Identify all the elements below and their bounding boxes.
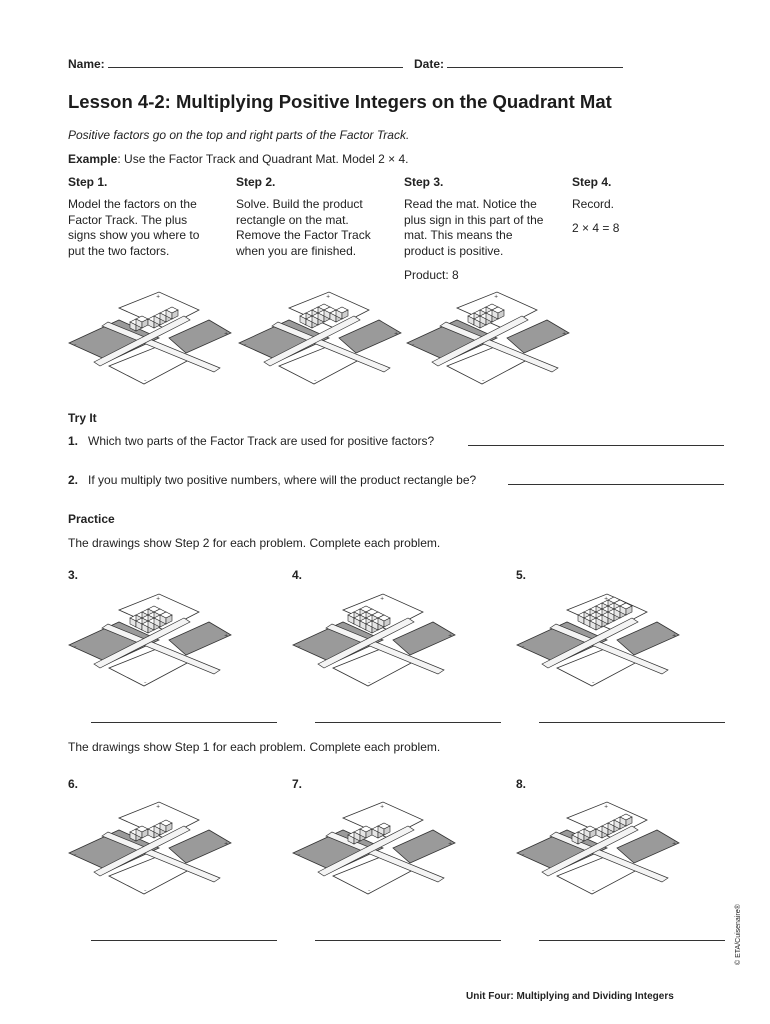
example-label: Example <box>68 152 118 166</box>
example-text <box>68 152 409 166</box>
question-2-text: If you multiply two positive numbers, where will the product rectangle be? <box>88 473 477 487</box>
problem-8-number: 8. <box>516 777 527 791</box>
step-1-text: Model the factors on the Factor Track. The plus signs show you where to put the two factors. <box>68 197 200 258</box>
name-line[interactable] <box>108 57 403 68</box>
page-footer: Unit Four: Multiplying and Dividing Integers <box>466 991 674 1002</box>
name-field[interactable] <box>68 57 403 71</box>
step-2-heading: Step 2. <box>236 175 276 189</box>
answer-line-7[interactable] <box>315 940 501 941</box>
date-line[interactable] <box>447 57 623 68</box>
question-1-number: 1. <box>68 434 79 448</box>
step-4-heading: Step 4. <box>572 175 612 189</box>
step-2-text: Solve. Build the product rectangle on the mat. Remove the Factor Track when you are finished. <box>236 197 371 258</box>
intro-text: Positive factors go on the top and right parts of the Factor Track. <box>68 128 410 142</box>
lesson-title: Lesson 4-2: Multiplying Positive Integers on the Quadrant Mat <box>68 91 612 112</box>
example-body: : Use the Factor Track and Quadrant Mat. Model 2 × 4. <box>117 152 409 166</box>
question-1-text: Which two parts of the Factor Track are used for positive factors? <box>88 434 435 448</box>
answer-line-6[interactable] <box>91 940 277 941</box>
question-1 <box>68 434 434 448</box>
answer-line-5[interactable] <box>539 722 725 723</box>
answer-line-3[interactable] <box>91 722 277 723</box>
problem-3-number: 3. <box>68 568 79 582</box>
question-2 <box>68 473 476 487</box>
problem-8-mat <box>512 798 682 898</box>
problem-4-mat <box>288 590 458 690</box>
problem-5-number: 5. <box>516 568 527 582</box>
answer-line-2[interactable] <box>508 484 724 485</box>
copyright-notice: © ETA/Cuisenaire® <box>735 904 742 965</box>
answer-line-8[interactable] <box>539 940 725 941</box>
problem-6-mat <box>64 798 234 898</box>
name-label: Name: <box>68 57 105 71</box>
problem-3-mat <box>64 590 234 690</box>
practice-step2-instruction: The drawings show Step 2 for each problem. Complete each problem. <box>68 536 441 550</box>
step-1-heading: Step 1. <box>68 175 108 189</box>
practice-step1-instruction: The drawings show Step 1 for each problem. Complete each problem. <box>68 740 441 754</box>
step-4-text: Record. <box>572 197 615 211</box>
problem-5-mat <box>512 590 682 690</box>
step-3-product: Product: 8 <box>404 268 459 282</box>
problem-7-number: 7. <box>292 777 303 791</box>
problem-6-number: 6. <box>68 777 79 791</box>
step-3-text: Read the mat. Notice the plus sign in this part of the mat. This means the product is positive. <box>404 197 544 258</box>
try-it-heading: Try It <box>68 411 97 425</box>
answer-line-4[interactable] <box>315 722 501 723</box>
question-2-number: 2. <box>68 473 79 487</box>
example-mat-step-1 <box>64 288 234 388</box>
date-label: Date: <box>414 57 445 71</box>
example-mat-step-3 <box>402 288 572 388</box>
problem-7-mat <box>288 798 458 898</box>
date-field[interactable] <box>414 57 623 71</box>
step-4-equation: 2 × 4 = 8 <box>572 221 620 235</box>
step-3-heading: Step 3. <box>404 175 444 189</box>
example-mat-step-2 <box>234 288 404 388</box>
problem-4-number: 4. <box>292 568 303 582</box>
practice-heading: Practice <box>68 512 115 526</box>
answer-line-1[interactable] <box>468 445 724 446</box>
